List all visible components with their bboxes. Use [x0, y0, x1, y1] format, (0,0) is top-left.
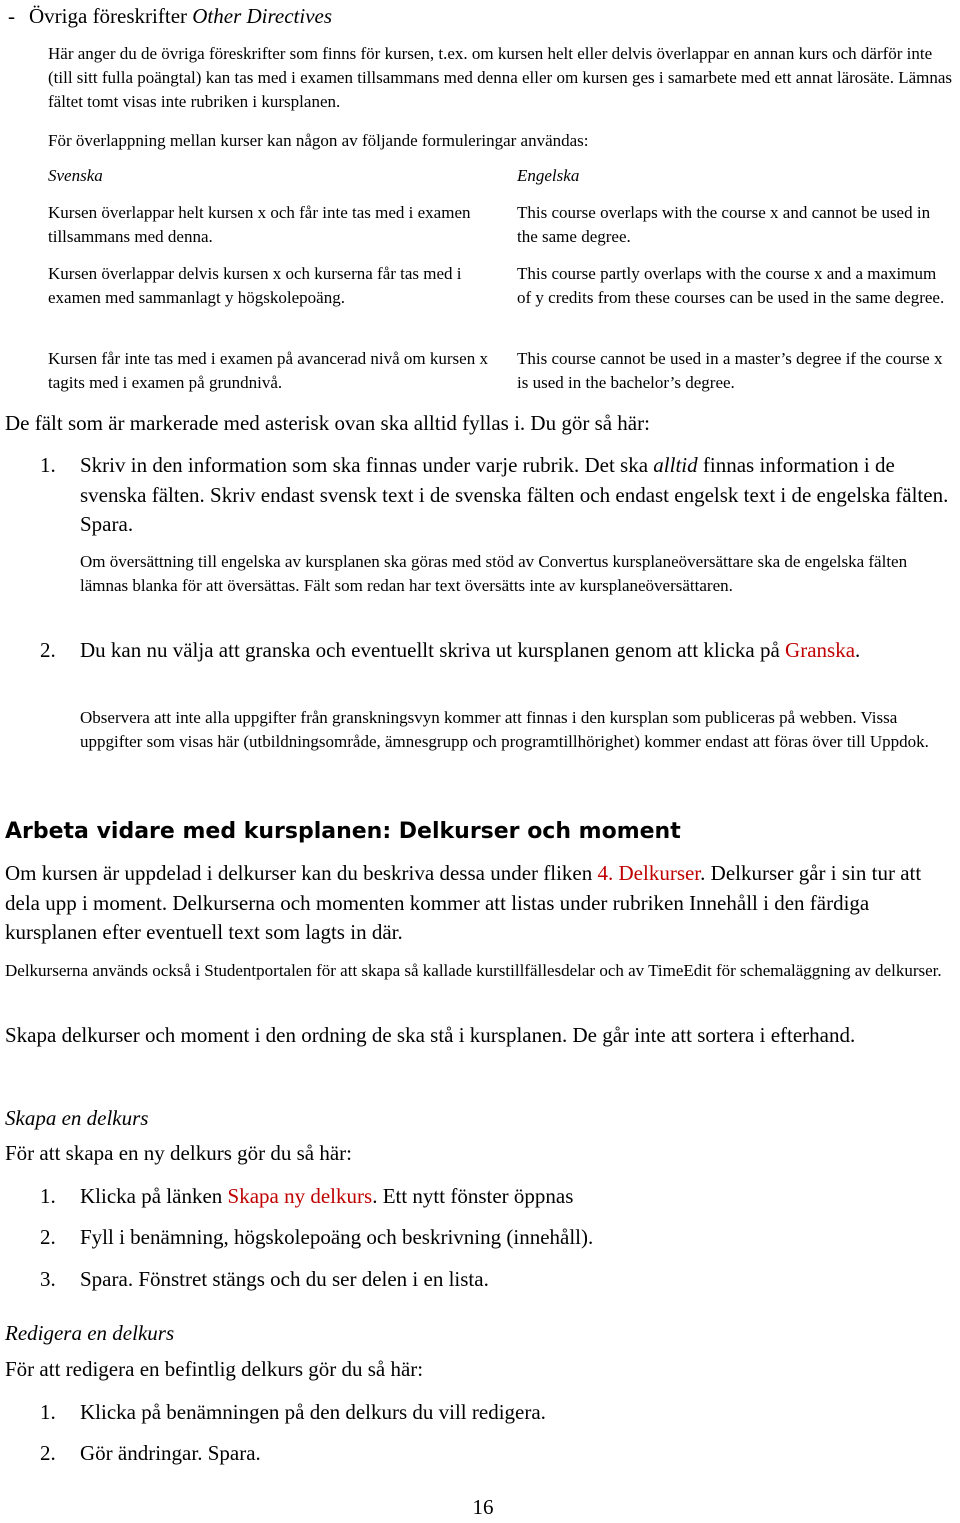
create-new-subcourse-link[interactable]: Skapa ny delkurs	[227, 1184, 373, 1208]
create-step-2-number: 2.	[40, 1225, 56, 1249]
section-title-sv: Övriga föreskrifter	[29, 4, 188, 28]
overlap-en-3: This course cannot be used in a master’s degree if the course x is used in the bachelor’s degree.	[517, 349, 943, 392]
column-header-english: Engelska	[517, 166, 580, 185]
intro-paragraph: Här anger du de övriga föreskrifter som finns för kursen, t.ex. om kursen helt eller delvis överlappar en annan kurs och därför inte (till sitt fulla poängtal) kan tas med i examen tillsammans med denna eller om kursen ges i samarbete med ett annat lärosäte. Lämnas fältet tomt visas inte rubriken i kursplanen.	[48, 44, 953, 111]
edit-subcourse-title: Redigera en delkurs	[5, 1321, 175, 1345]
section-title	[8, 2, 333, 30]
create-subcourse-title: Skapa en delkurs	[5, 1106, 149, 1130]
bullet-dash: -	[8, 4, 15, 28]
delkurser-paragraph-1: Om kursen är uppdelad i delkurser kan du beskriva dessa under fliken 4. Delkurser. Delkurser går i sin tur att dela upp i moment. Delkurserna och momenten kommer att listas under rubriken Innehåll i den färdiga kursplanen efter eventuell text som lagts in där.	[5, 861, 922, 944]
page-number: 16	[472, 1495, 494, 1519]
overlap-intro: För överlappning mellan kurser kan någon av följande formuleringar användas:	[48, 131, 589, 150]
step-2-note: Observera att inte alla uppgifter från granskningsvyn kommer att finnas i den kursplan som publiceras på webben. Vissa uppgifter som visas här (utbildningsområde, ämnesgrupp och programtillhörighet) kommer endast att föras över till Uppdok.	[80, 708, 929, 751]
overlap-sv-2: Kursen överlappar delvis kursen x och kurserna får tas med i examen med sammanlagt y högskolepoäng.	[48, 264, 462, 307]
overlap-sv-1: Kursen överlappar helt kursen x och får inte tas med i examen tillsammans med denna.	[48, 203, 471, 246]
create-step-2-text: Fyll i benämning, högskolepoäng och beskrivning (innehåll).	[80, 1225, 594, 1249]
step-2-text: Du kan nu välja att granska och eventuellt skriva ut kursplanen genom att klicka på Granska.	[80, 638, 861, 662]
granska-link[interactable]: Granska	[785, 638, 856, 662]
emphasis-alltid: alltid	[653, 453, 698, 477]
column-header-swedish: Svenska	[48, 166, 103, 185]
delkurser-heading: Arbeta vidare med kursplanen: Delkurser och moment	[5, 819, 681, 844]
step-1-number: 1.	[40, 453, 56, 477]
create-step-1-text: Klicka på länken Skapa ny delkurs. Ett nytt fönster öppnas	[80, 1184, 574, 1208]
edit-step-1-text: Klicka på benämningen på den delkurs du vill redigera.	[80, 1400, 546, 1424]
asterisk-lead: De fält som är markerade med asterisk ovan ska alltid fyllas i. Du gör så här:	[5, 411, 650, 435]
edit-step-2-text: Gör ändringar. Spara.	[80, 1441, 261, 1465]
create-step-3-text: Spara. Fönstret stängs och du ser delen i en lista.	[80, 1267, 489, 1291]
overlap-en-2: This course partly overlaps with the course x and a maximum of y credits from these courses can be used in the same degree.	[517, 264, 945, 307]
delkurser-tab-link[interactable]: 4. Delkurser	[597, 861, 701, 885]
create-step-1-number: 1.	[40, 1184, 56, 1208]
delkurser-paragraph-2: Delkurserna används också i Studentportalen för att skapa så kallade kurstillfällesdelar och av TimeEdit för schemaläggning av delkurser.	[5, 961, 942, 980]
section-title-en: Other Directives	[192, 4, 333, 28]
create-subcourse-lead: För att skapa en ny delkurs gör du så här:	[5, 1141, 353, 1165]
edit-step-2-number: 2.	[40, 1441, 56, 1465]
step-2-number: 2.	[40, 638, 56, 662]
overlap-en-1: This course overlaps with the course x and cannot be used in the same degree.	[517, 203, 931, 246]
edit-subcourse-lead: För att redigera en befintlig delkurs gör du så här:	[5, 1357, 424, 1381]
overlap-sv-3: Kursen får inte tas med i examen på avancerad nivå om kursen x tagits med i examen på grundnivå.	[48, 349, 488, 392]
step-1-note: Om översättning till engelska av kursplanen ska göras med stöd av Convertus kursplaneöversättare ska de engelska fälten lämnas blanka för att översättas. Fält som redan har text översätts inte av kursplaneöversättaren.	[80, 552, 908, 595]
edit-step-1-number: 1.	[40, 1400, 56, 1424]
step-1-text: Skriv in den information som ska finnas under varje rubrik. Det ska alltid finnas information i de svenska fälten. Skriv endast svensk text i de svenska fälten och endast engelsk text i de engelska fälten. Spara.	[80, 453, 949, 536]
create-step-3-number: 3.	[40, 1267, 56, 1291]
delkurser-paragraph-3: Skapa delkurser och moment i den ordning de ska stå i kursplanen. De går inte att sortera i efterhand.	[5, 1023, 856, 1047]
